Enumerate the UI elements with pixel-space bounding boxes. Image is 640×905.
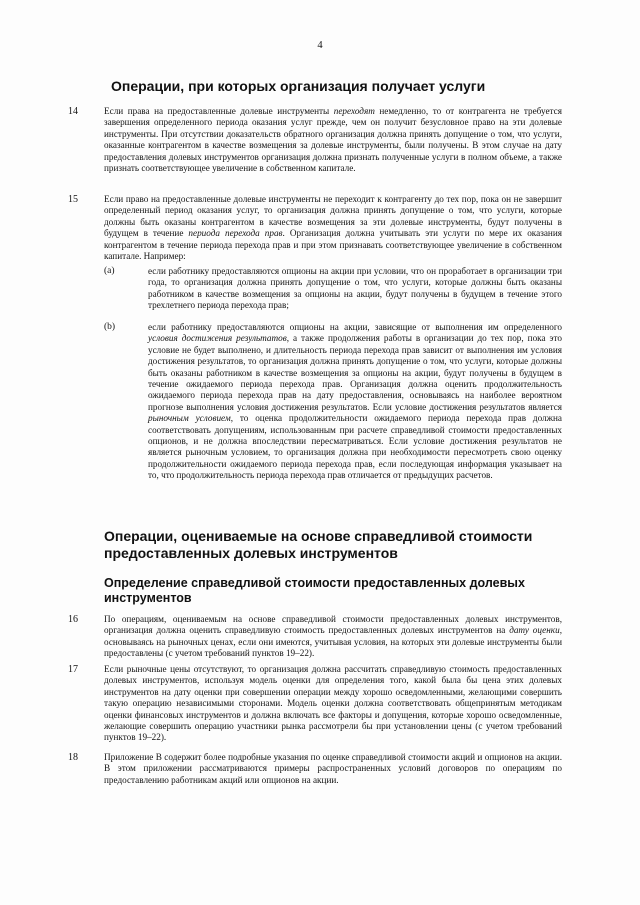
list-item-a: если работнику предоставляются опционы на акции при условии, что он проработает в организации три года, то организация должна принять допущение о том, что услуги, которые должны быть оказаны работником в качестве возмещения за опционы на акции, будут получены в будущем в течение этого трехлетнего периода перехода прав; (148, 266, 562, 311)
section-title-services-received: Операции, при которых организация получает услуги (111, 78, 486, 94)
list-item-b-term-performance: условия достижения результатов (148, 333, 287, 344)
list-item-b-text-3: , то оценка продолжительности ожидаемого периода перехода прав должна соответствовать допущениям, использованным при расчете справедливой стоимости предоставленных опционов, и не должна впоследствии пересматриваться. Если условие достижения результатов не является рыночным условием, то организация должна при необходимости пересмотреть свою оценку продолжительности ожидаемого периода перехода прав, если последующая информация указывает на то, что продолжительность периода перехода прав отличается от предыдущих расчетов. (148, 413, 562, 481)
paragraph-number-15: 15 (68, 194, 78, 205)
section-title-fair-value (104, 528, 532, 562)
paragraph-18: Приложение В содержит более подробные указания по оценке справедливой стоимости акций и опционов на акции. В этом приложении рассматриваются примеры распространенных условий договоров по операциям по предоставлению работникам акций или опционов на акции. (104, 752, 562, 785)
paragraph-number-14: 14 (68, 106, 78, 117)
paragraph-15-term-vesting-period: периода перехода прав (188, 228, 283, 239)
subsection-title-line-1: Определение справедливой стоимости предоставленных долевых (104, 576, 525, 590)
paragraph-number-18: 18 (68, 752, 78, 763)
page-number: 4 (317, 40, 323, 51)
paragraph-15 (104, 194, 562, 262)
section-title-fair-value-line-2: предоставленных долевых инструментов (104, 545, 398, 561)
subsection-title-line-2: инструментов (104, 591, 192, 605)
paragraph-14 (104, 106, 562, 174)
list-item-b-text-1: если работнику предоставляются опционы на акции, зависящие от выполнения им определенного (148, 322, 562, 332)
section-title-fair-value-line-1: Операции, оцениваемые на основе справедливой стоимости (104, 528, 533, 544)
paragraph-15-text-2: . Организация должна учитывать эти услуги по мере их оказания контрагентом в течение периода перехода прав и при этом признавать соответствующее увеличение в собственном капитале. Например: (104, 228, 562, 262)
paragraph-16-term-measurement-date: дату оценки (509, 625, 560, 636)
list-label-b: (b) (104, 322, 116, 332)
list-item-b-term-market: рыночным условием (148, 413, 231, 424)
list-item-b (148, 322, 562, 482)
list-item-b-text-2: , а также продолжения работы в организации до тех пор, пока это условие не будет выполнено, и длительность периода перехода прав зависит от выполнения им условия достижения результатов, то организация должна принять допущение о том, что услуги, которые должны быть оказаны работником в качестве возмещения за опционы на акции, будут получены в будущем в течение ожидаемого периода перехода прав. Организация должна оценить продолжительность ожидаемого периода перехода прав на дату предоставления, основываясь на наиболее вероятном прогнозе выполнения условия достижения результатов. Если условие достижения результатов является (148, 333, 562, 412)
paragraph-number-16: 16 (68, 614, 78, 625)
subsection-title-determining-fair-value (104, 576, 525, 606)
paragraph-17: Если рыночные цены отсутствуют, то организация должна рассчитать справедливую стоимость предоставленных долевых инструментов, используя модель оценки для определения того, какой была бы цена этих долевых инструментов на дату оценки при совершении операции между хорошо осведомленными, желающими совершить такую операцию независимыми сторонами. Модель оценки должна соответствовать общепринятым методикам оценки финансовых инструментов и должна включать все факторы и допущения, которые хорошо осведомленные, желающие совершить операцию участники рынка рассмотрели бы при установлении цены (с учетом требований пунктов 19–22). (104, 664, 562, 743)
paragraph-14-text-1: Если права на предоставленные долевые инструменты (104, 106, 334, 116)
paragraph-16 (104, 614, 562, 660)
paragraph-16-text-2: , основываясь на рыночных ценах, если они имеются, учитывая условия, на которых эти долевые инструменты были предоставлены (с учетом требований пунктов 19–22). (104, 625, 563, 659)
paragraph-15-text-1: Если право на предоставленные долевые инструменты не переходит к контрагенту до тех пор, пока он не завершит определенный период оказания услуг, то организация должна принять допущение о том, что услуги, которые должны быть оказаны контрагентом в качестве возмещения за эти долевые инструменты, будут получены в будущем в течение (104, 194, 562, 239)
paragraph-16-text-1: По операциям, оцениваемым на основе справедливой стоимости предоставленных долевых инструментов, организация должна оценить справедливую стоимость предоставленных долевых инструментов на (104, 614, 562, 636)
paragraph-number-17: 17 (68, 664, 78, 675)
list-label-a: (a) (104, 266, 115, 276)
paragraph-14-term-vest: переходят (333, 106, 375, 116)
paragraph-14-text-2: немедленно, то от контрагента не требуется завершения определенного периода оказания услуг прежде, чем он получит безусловное право на эти долевые инструменты. При отсутствии доказательств обратного организация должна принять допущение о том, что услуги, оказанные контрагентом в качестве возмещения за долевые инструменты, были получены. В этом случае на дату предоставления долевых инструментов организация должна признать полученные услуги в полном объеме, а также признать соответствующее увеличение в собственном капитале. (104, 106, 562, 174)
